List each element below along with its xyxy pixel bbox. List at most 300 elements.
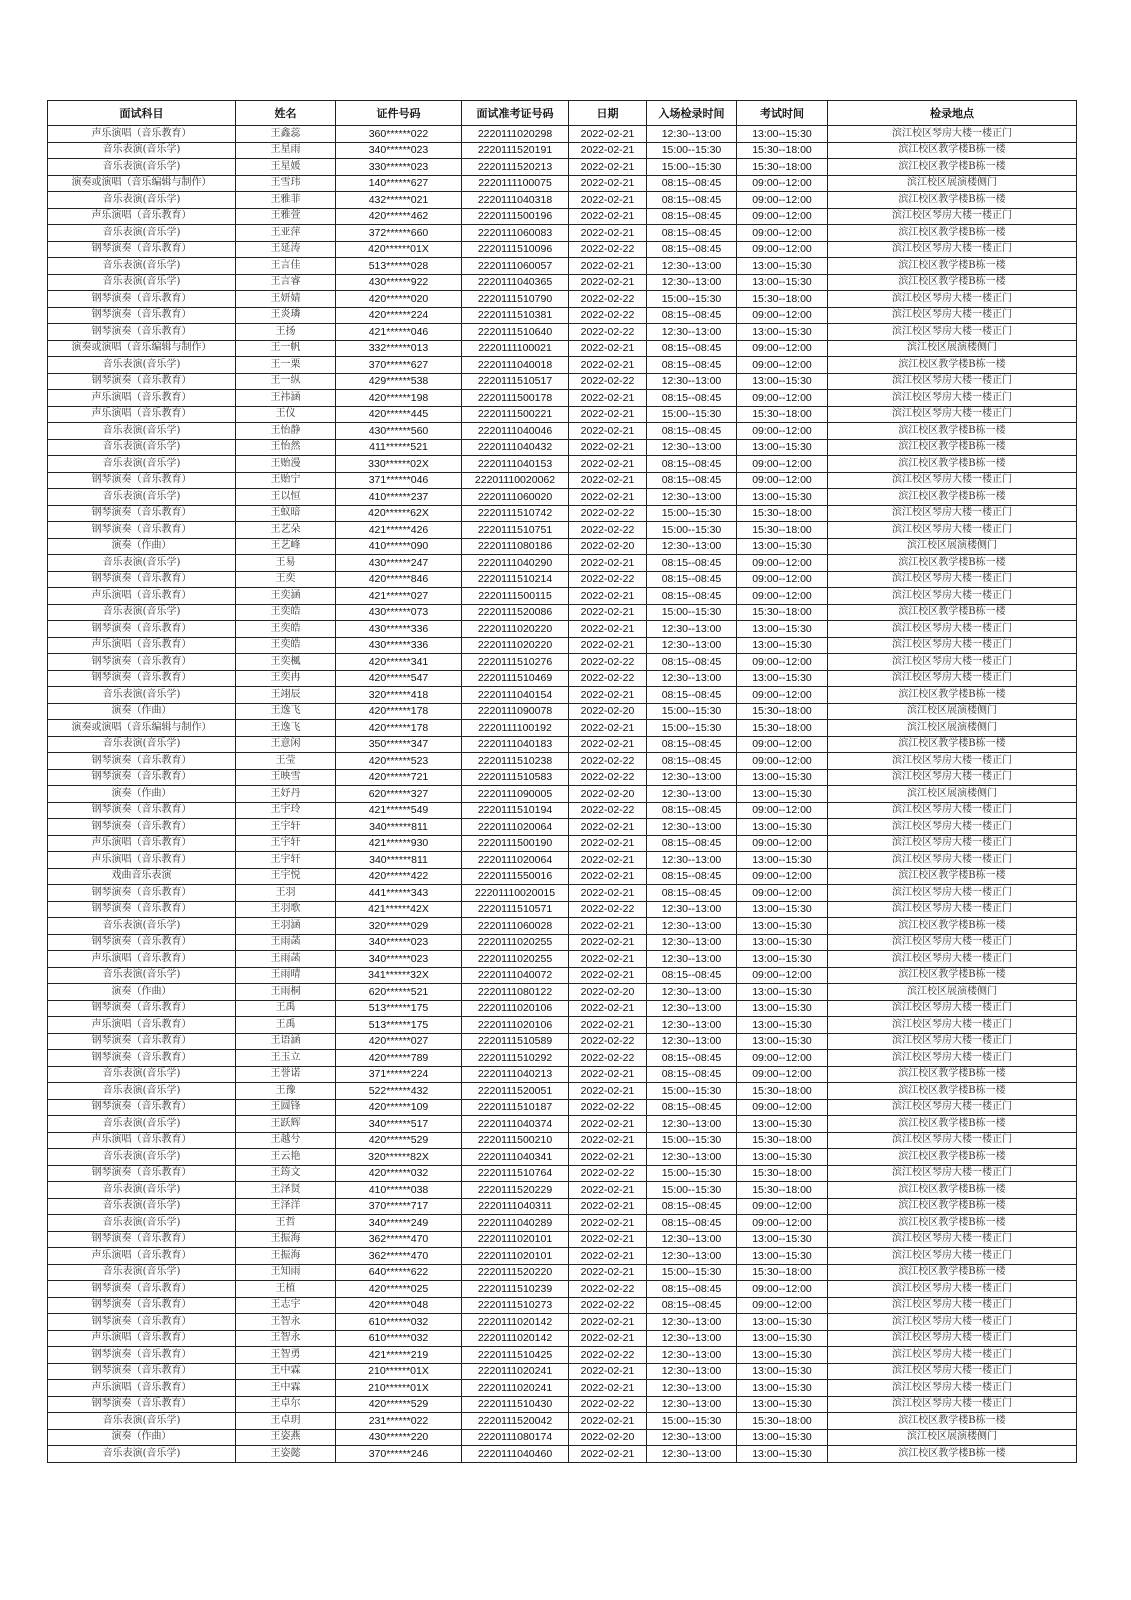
cell-checkin-time: 12:30--13:00 (647, 439, 737, 456)
cell-exam-time: 09:00--12:00 (737, 868, 828, 885)
cell-location: 滨江校区琴房大楼一楼正门 (828, 1396, 1077, 1413)
cell-location: 滨江校区琴房大楼一楼正门 (828, 1297, 1077, 1314)
cell-location: 滨江校区琴房大楼一楼正门 (828, 1347, 1077, 1364)
cell-location: 滨江校区琴房大楼一楼正门 (828, 291, 1077, 308)
cell-id-number: 430******336 (336, 637, 462, 654)
cell-location: 滨江校区琴房大楼一楼正门 (828, 835, 1077, 852)
table-row (48, 340, 1077, 357)
cell-ticket-number: 2220111020106 (462, 1000, 569, 1017)
cell-id-number: 421******42X (336, 901, 462, 918)
cell-name: 王奕皓 (236, 621, 336, 638)
cell-ticket-number: 2220111510589 (462, 1033, 569, 1050)
cell-ticket-number: 2220111080186 (462, 538, 569, 555)
cell-exam-time: 09:00--12:00 (737, 1050, 828, 1067)
cell-checkin-time: 08:15--08:45 (647, 456, 737, 473)
cell-location: 滨江校区教学楼B栋一楼 (828, 142, 1077, 159)
cell-name: 王易 (236, 555, 336, 572)
cell-id-number: 430******073 (336, 604, 462, 621)
cell-subject: 声乐演唱（音乐教育） (48, 208, 236, 225)
cell-location: 滨江校区琴房大楼一楼正门 (828, 901, 1077, 918)
table-row (48, 1248, 1077, 1265)
cell-checkin-time: 08:15--08:45 (647, 1281, 737, 1298)
cell-exam-time: 09:00--12:00 (737, 390, 828, 407)
table-row (48, 1165, 1077, 1182)
cell-id-number: 430******220 (336, 1429, 462, 1446)
table-row (48, 1314, 1077, 1331)
cell-checkin-time: 08:15--08:45 (647, 1066, 737, 1083)
cell-subject: 钢琴演奏（音乐教育） (48, 373, 236, 390)
table-row (48, 1050, 1077, 1067)
cell-exam-time: 09:00--12:00 (737, 555, 828, 572)
cell-exam-time: 15:30--18:00 (737, 1182, 828, 1199)
cell-id-number: 420******341 (336, 654, 462, 671)
cell-name: 王逸飞 (236, 720, 336, 737)
cell-subject: 音乐表演(音乐学) (48, 687, 236, 704)
cell-id-number: 341******32X (336, 967, 462, 984)
cell-exam-time: 15:30--18:00 (737, 522, 828, 539)
cell-name: 王羽涵 (236, 918, 336, 935)
cell-exam-time: 09:00--12:00 (737, 654, 828, 671)
table-row (48, 951, 1077, 968)
table-row (48, 357, 1077, 374)
cell-exam-time: 13:00--15:30 (737, 1017, 828, 1034)
cell-subject: 钢琴演奏（音乐教育） (48, 621, 236, 638)
cell-name: 王语涵 (236, 1033, 336, 1050)
cell-checkin-time: 08:15--08:45 (647, 868, 737, 885)
cell-ticket-number: 2220111510751 (462, 522, 569, 539)
cell-date: 2022-02-22 (569, 1050, 647, 1067)
cell-subject: 演奏（作曲） (48, 538, 236, 555)
cell-name: 王越兮 (236, 1132, 336, 1149)
cell-ticket-number: 2220111020220 (462, 621, 569, 638)
table-row (48, 736, 1077, 753)
cell-id-number: 411******521 (336, 439, 462, 456)
cell-exam-time: 13:00--15:30 (737, 1446, 828, 1463)
cell-subject: 钢琴演奏（音乐教育） (48, 802, 236, 819)
table-row (48, 786, 1077, 803)
cell-location: 滨江校区琴房大楼一楼正门 (828, 654, 1077, 671)
cell-exam-time: 13:00--15:30 (737, 324, 828, 341)
cell-date: 2022-02-22 (569, 571, 647, 588)
cell-ticket-number: 2220111520086 (462, 604, 569, 621)
cell-location: 滨江校区教学楼B栋一楼 (828, 868, 1077, 885)
cell-id-number: 421******219 (336, 1347, 462, 1364)
cell-exam-time: 15:30--18:00 (737, 703, 828, 720)
cell-name: 王誉诺 (236, 1066, 336, 1083)
cell-date: 2022-02-22 (569, 901, 647, 918)
cell-location: 滨江校区教学楼B栋一楼 (828, 604, 1077, 621)
cell-checkin-time: 08:15--08:45 (647, 390, 737, 407)
table-row (48, 324, 1077, 341)
cell-date: 2022-02-21 (569, 637, 647, 654)
cell-id-number: 420******529 (336, 1132, 462, 1149)
cell-location: 滨江校区展演楼侧门 (828, 703, 1077, 720)
cell-ticket-number: 2220111020101 (462, 1231, 569, 1248)
cell-location: 滨江校区教学楼B栋一楼 (828, 456, 1077, 473)
cell-checkin-time: 12:30--13:00 (647, 984, 737, 1001)
cell-checkin-time: 12:30--13:00 (647, 1149, 737, 1166)
cell-checkin-time: 08:15--08:45 (647, 802, 737, 819)
cell-id-number: 340******517 (336, 1116, 462, 1133)
cell-subject: 钢琴演奏（音乐教育） (48, 291, 236, 308)
cell-subject: 音乐表演(音乐学) (48, 357, 236, 374)
cell-location: 滨江校区琴房大楼一楼正门 (828, 1033, 1077, 1050)
cell-location: 滨江校区琴房大楼一楼正门 (828, 885, 1077, 902)
cell-subject: 音乐表演(音乐学) (48, 142, 236, 159)
cell-checkin-time: 15:00--15:30 (647, 159, 737, 176)
header-date: 日期 (569, 101, 647, 126)
cell-location: 滨江校区教学楼B栋一楼 (828, 1446, 1077, 1463)
cell-subject: 音乐表演(音乐学) (48, 1446, 236, 1463)
cell-location: 滨江校区琴房大楼一楼正门 (828, 670, 1077, 687)
cell-checkin-time: 15:00--15:30 (647, 142, 737, 159)
cell-ticket-number: 2220111510517 (462, 373, 569, 390)
cell-id-number: 140******627 (336, 175, 462, 192)
cell-subject: 音乐表演(音乐学) (48, 489, 236, 506)
cell-date: 2022-02-22 (569, 324, 647, 341)
cell-ticket-number: 2220111020142 (462, 1330, 569, 1347)
cell-name: 王贻漫 (236, 456, 336, 473)
cell-date: 2022-02-21 (569, 1264, 647, 1281)
cell-date: 2022-02-21 (569, 423, 647, 440)
cell-id-number: 513******175 (336, 1017, 462, 1034)
cell-name: 王羽 (236, 885, 336, 902)
cell-name: 王星雨 (236, 142, 336, 159)
cell-exam-time: 13:00--15:30 (737, 1330, 828, 1347)
cell-ticket-number: 2220111100192 (462, 720, 569, 737)
cell-name: 王贻宁 (236, 472, 336, 489)
table-row (48, 373, 1077, 390)
cell-ticket-number: 2220111510469 (462, 670, 569, 687)
cell-name: 王泽贤 (236, 1182, 336, 1199)
cell-exam-time: 09:00--12:00 (737, 571, 828, 588)
table-row (48, 258, 1077, 275)
cell-checkin-time: 12:30--13:00 (647, 769, 737, 786)
table-row (48, 274, 1077, 291)
cell-checkin-time: 15:00--15:30 (647, 1083, 737, 1100)
cell-subject: 钢琴演奏（音乐教育） (48, 505, 236, 522)
cell-subject: 钢琴演奏（音乐教育） (48, 1033, 236, 1050)
cell-ticket-number: 2220111500178 (462, 390, 569, 407)
cell-subject: 钢琴演奏（音乐教育） (48, 472, 236, 489)
cell-id-number: 420******109 (336, 1099, 462, 1116)
table-row (48, 1198, 1077, 1215)
cell-date: 2022-02-21 (569, 390, 647, 407)
cell-id-number: 421******027 (336, 588, 462, 605)
cell-ticket-number: 2220111510238 (462, 753, 569, 770)
cell-checkin-time: 08:15--08:45 (647, 423, 737, 440)
cell-date: 2022-02-21 (569, 142, 647, 159)
cell-location: 滨江校区琴房大楼一楼正门 (828, 324, 1077, 341)
cell-checkin-time: 12:30--13:00 (647, 637, 737, 654)
cell-ticket-number: 2220111040290 (462, 555, 569, 572)
cell-exam-time: 09:00--12:00 (737, 175, 828, 192)
cell-date: 2022-02-21 (569, 1066, 647, 1083)
cell-ticket-number: 2220111520042 (462, 1413, 569, 1430)
cell-subject: 声乐演唱（音乐教育） (48, 126, 236, 143)
cell-name: 王祎涵 (236, 390, 336, 407)
cell-ticket-number: 2220111040318 (462, 192, 569, 209)
cell-ticket-number: 2220111020064 (462, 819, 569, 836)
cell-ticket-number: 2220111040072 (462, 967, 569, 984)
cell-id-number: 371******224 (336, 1066, 462, 1083)
cell-location: 滨江校区琴房大楼一楼正门 (828, 1017, 1077, 1034)
table-row (48, 720, 1077, 737)
table-row (48, 307, 1077, 324)
cell-location: 滨江校区教学楼B栋一楼 (828, 258, 1077, 275)
cell-ticket-number: 2220111510790 (462, 291, 569, 308)
cell-location: 滨江校区琴房大楼一楼正门 (828, 802, 1077, 819)
table-row (48, 538, 1077, 555)
table-row (48, 291, 1077, 308)
table-row (48, 1231, 1077, 1248)
cell-date: 2022-02-21 (569, 885, 647, 902)
cell-date: 2022-02-21 (569, 835, 647, 852)
cell-id-number: 372******660 (336, 225, 462, 242)
cell-location: 滨江校区琴房大楼一楼正门 (828, 753, 1077, 770)
cell-location: 滨江校区展演楼侧门 (828, 720, 1077, 737)
table-row (48, 901, 1077, 918)
cell-subject: 音乐表演(音乐学) (48, 736, 236, 753)
cell-subject: 声乐演唱（音乐教育） (48, 1017, 236, 1034)
cell-exam-time: 09:00--12:00 (737, 208, 828, 225)
table-row (48, 621, 1077, 638)
table-row (48, 1330, 1077, 1347)
cell-subject: 钢琴演奏（音乐教育） (48, 885, 236, 902)
cell-subject: 声乐演唱（音乐教育） (48, 588, 236, 605)
cell-date: 2022-02-21 (569, 918, 647, 935)
cell-exam-time: 13:00--15:30 (737, 1000, 828, 1017)
cell-checkin-time: 12:30--13:00 (647, 274, 737, 291)
cell-location: 滨江校区教学楼B栋一楼 (828, 736, 1077, 753)
cell-location: 滨江校区琴房大楼一楼正门 (828, 1231, 1077, 1248)
cell-ticket-number: 2220111510214 (462, 571, 569, 588)
cell-exam-time: 13:00--15:30 (737, 951, 828, 968)
cell-exam-time: 13:00--15:30 (737, 1429, 828, 1446)
cell-date: 2022-02-20 (569, 703, 647, 720)
cell-exam-time: 15:30--18:00 (737, 1264, 828, 1281)
cell-subject: 演奏或演唱（音乐编辑与制作） (48, 720, 236, 737)
cell-name: 王意闲 (236, 736, 336, 753)
table-row (48, 1264, 1077, 1281)
cell-exam-time: 13:00--15:30 (737, 258, 828, 275)
cell-date: 2022-02-22 (569, 241, 647, 258)
cell-id-number: 420******178 (336, 720, 462, 737)
table-row (48, 1297, 1077, 1314)
table-row (48, 1413, 1077, 1430)
cell-ticket-number: 2220111020142 (462, 1314, 569, 1331)
cell-id-number: 362******470 (336, 1231, 462, 1248)
cell-name: 王雅菲 (236, 192, 336, 209)
cell-ticket-number: 2220111100075 (462, 175, 569, 192)
cell-checkin-time: 08:15--08:45 (647, 192, 737, 209)
cell-date: 2022-02-21 (569, 951, 647, 968)
cell-id-number: 610******032 (336, 1314, 462, 1331)
cell-ticket-number: 2220111040018 (462, 357, 569, 374)
cell-id-number: 210******01X (336, 1363, 462, 1380)
cell-name: 王姿懿 (236, 1446, 336, 1463)
cell-location: 滨江校区展演楼侧门 (828, 984, 1077, 1001)
cell-subject: 音乐表演(音乐学) (48, 555, 236, 572)
cell-exam-time: 09:00--12:00 (737, 687, 828, 704)
cell-ticket-number: 2220111040213 (462, 1066, 569, 1083)
cell-checkin-time: 08:15--08:45 (647, 753, 737, 770)
cell-name: 王雨晴 (236, 967, 336, 984)
cell-ticket-number: 2220111060057 (462, 258, 569, 275)
cell-date: 2022-02-21 (569, 208, 647, 225)
table-row (48, 1066, 1077, 1083)
cell-date: 2022-02-21 (569, 1198, 647, 1215)
cell-id-number: 610******032 (336, 1330, 462, 1347)
cell-exam-time: 13:00--15:30 (737, 918, 828, 935)
cell-ticket-number: 2220111080174 (462, 1429, 569, 1446)
cell-subject: 钢琴演奏（音乐教育） (48, 1165, 236, 1182)
cell-location: 滨江校区琴房大楼一楼正门 (828, 1281, 1077, 1298)
cell-location: 滨江校区教学楼B栋一楼 (828, 1198, 1077, 1215)
table-row (48, 604, 1077, 621)
cell-id-number: 420******025 (336, 1281, 462, 1298)
cell-checkin-time: 15:00--15:30 (647, 1413, 737, 1430)
cell-name: 王奕涵 (236, 588, 336, 605)
cell-id-number: 420******048 (336, 1297, 462, 1314)
cell-name: 王中霖 (236, 1380, 336, 1397)
cell-exam-time: 09:00--12:00 (737, 1198, 828, 1215)
cell-exam-time: 13:00--15:30 (737, 274, 828, 291)
cell-subject: 声乐演唱（音乐教育） (48, 1330, 236, 1347)
cell-date: 2022-02-21 (569, 1215, 647, 1232)
table-row (48, 1446, 1077, 1463)
cell-subject: 钢琴演奏（音乐教育） (48, 571, 236, 588)
cell-subject: 钢琴演奏（音乐教育） (48, 1347, 236, 1364)
cell-checkin-time: 15:00--15:30 (647, 1182, 737, 1199)
cell-subject: 钢琴演奏（音乐教育） (48, 819, 236, 836)
cell-exam-time: 13:00--15:30 (737, 1396, 828, 1413)
table-row (48, 390, 1077, 407)
cell-id-number: 420******529 (336, 1396, 462, 1413)
cell-ticket-number: 2220111060028 (462, 918, 569, 935)
cell-location: 滨江校区琴房大楼一楼正门 (828, 390, 1077, 407)
cell-name: 王宇悦 (236, 868, 336, 885)
cell-checkin-time: 15:00--15:30 (647, 1132, 737, 1149)
table-row (48, 703, 1077, 720)
cell-location: 滨江校区琴房大楼一楼正门 (828, 852, 1077, 869)
cell-checkin-time: 12:30--13:00 (647, 621, 737, 638)
cell-date: 2022-02-21 (569, 1330, 647, 1347)
cell-checkin-time: 12:30--13:00 (647, 901, 737, 918)
cell-ticket-number: 2220111080122 (462, 984, 569, 1001)
cell-subject: 音乐表演(音乐学) (48, 1198, 236, 1215)
cell-checkin-time: 08:15--08:45 (647, 1099, 737, 1116)
cell-date: 2022-02-21 (569, 258, 647, 275)
cell-date: 2022-02-21 (569, 1314, 647, 1331)
cell-ticket-number: 2220111040046 (462, 423, 569, 440)
cell-name: 王中霖 (236, 1363, 336, 1380)
table-row (48, 192, 1077, 209)
cell-date: 2022-02-20 (569, 786, 647, 803)
cell-name: 王奕楓 (236, 654, 336, 671)
cell-id-number: 320******029 (336, 918, 462, 935)
cell-exam-time: 13:00--15:30 (737, 819, 828, 836)
cell-ticket-number: 2220111510187 (462, 1099, 569, 1116)
cell-id-number: 340******249 (336, 1215, 462, 1232)
cell-ticket-number: 2220111510096 (462, 241, 569, 258)
cell-id-number: 522******432 (336, 1083, 462, 1100)
cell-id-number: 420******224 (336, 307, 462, 324)
cell-exam-time: 15:30--18:00 (737, 291, 828, 308)
cell-checkin-time: 12:30--13:00 (647, 1380, 737, 1397)
cell-date: 2022-02-22 (569, 654, 647, 671)
cell-subject: 音乐表演(音乐学) (48, 1413, 236, 1430)
cell-date: 2022-02-22 (569, 670, 647, 687)
cell-ticket-number: 2220111510425 (462, 1347, 569, 1364)
cell-date: 2022-02-21 (569, 192, 647, 209)
cell-id-number: 420******027 (336, 1033, 462, 1050)
cell-checkin-time: 15:00--15:30 (647, 720, 737, 737)
cell-name: 王志宇 (236, 1297, 336, 1314)
table-row (48, 489, 1077, 506)
cell-location: 滨江校区琴房大楼一楼正门 (828, 1330, 1077, 1347)
cell-name: 王鑫蕊 (236, 126, 336, 143)
cell-date: 2022-02-21 (569, 489, 647, 506)
cell-ticket-number: 2220111510292 (462, 1050, 569, 1067)
cell-location: 滨江校区展演楼侧门 (828, 175, 1077, 192)
cell-checkin-time: 08:15--08:45 (647, 835, 737, 852)
cell-location: 滨江校区教学楼B栋一楼 (828, 1264, 1077, 1281)
cell-ticket-number: 2220111520051 (462, 1083, 569, 1100)
cell-date: 2022-02-21 (569, 1149, 647, 1166)
table-row (48, 1281, 1077, 1298)
cell-date: 2022-02-21 (569, 1116, 647, 1133)
cell-subject: 音乐表演(音乐学) (48, 159, 236, 176)
cell-location: 滨江校区琴房大楼一楼正门 (828, 637, 1077, 654)
cell-id-number: 371******046 (336, 472, 462, 489)
cell-exam-time: 13:00--15:30 (737, 1363, 828, 1380)
cell-ticket-number: 22201110020015 (462, 885, 569, 902)
cell-checkin-time: 12:30--13:00 (647, 373, 737, 390)
cell-id-number: 420******032 (336, 1165, 462, 1182)
cell-subject: 音乐表演(音乐学) (48, 439, 236, 456)
cell-name: 王言佳 (236, 258, 336, 275)
cell-name: 王奕皓 (236, 637, 336, 654)
cell-location: 滨江校区琴房大楼一楼正门 (828, 571, 1077, 588)
cell-date: 2022-02-21 (569, 406, 647, 423)
cell-location: 滨江校区琴房大楼一楼正门 (828, 1314, 1077, 1331)
cell-date: 2022-02-22 (569, 1281, 647, 1298)
cell-ticket-number: 2220111040374 (462, 1116, 569, 1133)
cell-exam-time: 13:00--15:30 (737, 489, 828, 506)
header-exam-time: 考试时间 (737, 101, 828, 126)
header-ticket-number: 面试准考证号码 (462, 101, 569, 126)
cell-date: 2022-02-22 (569, 1347, 647, 1364)
cell-date: 2022-02-21 (569, 439, 647, 456)
cell-subject: 钢琴演奏（音乐教育） (48, 1099, 236, 1116)
cell-exam-time: 13:00--15:30 (737, 538, 828, 555)
cell-id-number: 231******022 (336, 1413, 462, 1430)
cell-ticket-number: 2220111510273 (462, 1297, 569, 1314)
cell-checkin-time: 12:30--13:00 (647, 1231, 737, 1248)
cell-date: 2022-02-22 (569, 291, 647, 308)
cell-location: 滨江校区琴房大楼一楼正门 (828, 1000, 1077, 1017)
cell-location: 滨江校区教学楼B栋一楼 (828, 1116, 1077, 1133)
cell-subject: 声乐演唱（音乐教育） (48, 951, 236, 968)
cell-ticket-number: 2220111520191 (462, 142, 569, 159)
cell-name: 王植 (236, 1281, 336, 1298)
cell-checkin-time: 12:30--13:00 (647, 852, 737, 869)
cell-location: 滨江校区琴房大楼一楼正门 (828, 1248, 1077, 1265)
cell-date: 2022-02-21 (569, 472, 647, 489)
cell-checkin-time: 12:30--13:00 (647, 1446, 737, 1463)
cell-location: 滨江校区教学楼B栋一楼 (828, 918, 1077, 935)
